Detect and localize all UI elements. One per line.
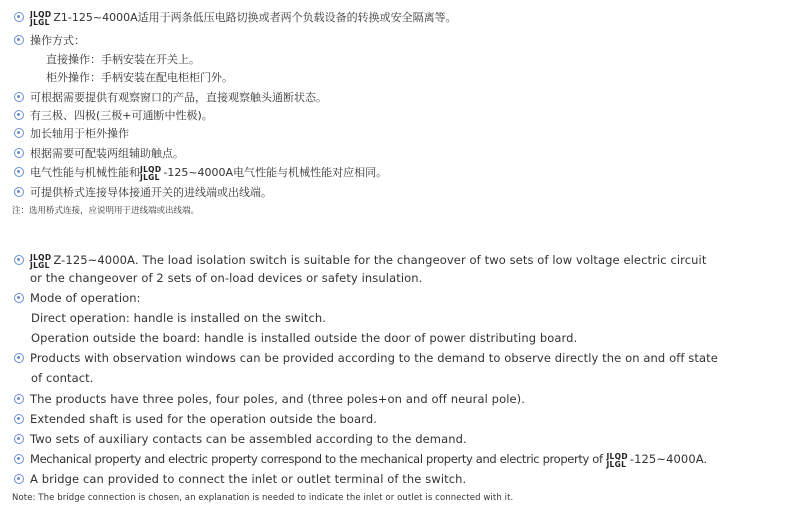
double-circle-bullet-icon xyxy=(14,187,24,197)
en-poles: The products have three poles, four poles, and (three poles+on and off neural pole). xyxy=(14,392,525,406)
model-code: JLQD JLGL xyxy=(606,452,628,469)
zh-note: 注：选用桥式连接，应说明用于进线端或出线端。 xyxy=(12,206,200,216)
double-circle-bullet-icon xyxy=(14,293,24,303)
zh-op-direct: 直接操作：手柄安装在开关上。 xyxy=(46,53,200,66)
double-circle-bullet-icon xyxy=(14,128,24,138)
en-mode: Mode of operation: xyxy=(14,291,141,305)
zh-op-outside: 柜外操作：手柄安装在配电柜柜门外。 xyxy=(46,71,233,84)
model-code: JLQD JLGL xyxy=(30,10,52,27)
zh-poles: 有三极、四极(三极+可通断中性极)。 xyxy=(14,109,213,123)
double-circle-bullet-icon xyxy=(14,394,24,404)
en-aux: Two sets of auxiliary contacts can be assembled according to the demand. xyxy=(14,432,467,446)
zh-aux: 根据需要可配装两组辅助触点。 xyxy=(14,147,184,161)
double-circle-bullet-icon xyxy=(14,110,24,120)
double-circle-bullet-icon xyxy=(14,35,24,45)
model-code: JLQD JLGL xyxy=(140,165,162,182)
en-intro-line: JLQD JLGL Z-125~4000A. The load isolation switch is suitable for the changeover of two sets of low voltage electric circuit xyxy=(14,253,706,267)
en-bridge: A bridge can provided to connect the inlet or outlet terminal of the switch. xyxy=(14,472,466,486)
en-direct: Direct operation: handle is installed on the switch. xyxy=(31,311,327,325)
zh-op-title: 操作方式： xyxy=(14,34,85,48)
en-mechanical: Mechanical property and electric property correspond to the mechanical property and electric property of JLQD JLGL -125~4000A. xyxy=(14,452,707,466)
zh-intro-line: JLQD JLGL Z1-125~4000A适用于两条低压电路切换或者两个负载设备的转换或安全隔离等。 xyxy=(14,11,457,25)
double-circle-bullet-icon xyxy=(14,12,24,22)
en-window: Products with observation windows can be provided according to the demand to observe directly the on and off state xyxy=(14,351,718,365)
en-shaft: Extended shaft is used for the operation outside the board. xyxy=(14,412,377,426)
double-circle-bullet-icon xyxy=(14,414,24,424)
en-outside: Operation outside the board: handle is installed outside the door of power distributing board. xyxy=(31,331,578,345)
double-circle-bullet-icon xyxy=(14,434,24,444)
zh-bridge: 可提供桥式连接导体接通开关的进线端或出线端。 xyxy=(14,186,272,200)
double-circle-bullet-icon xyxy=(14,255,24,265)
zh-performance: 电气性能与机械性能和 JLQD JLGL -125~4000A电气性能与机械性能对应相同。 xyxy=(14,166,387,180)
model-code: JLQD JLGL xyxy=(30,253,52,270)
double-circle-bullet-icon xyxy=(14,148,24,158)
double-circle-bullet-icon xyxy=(14,454,24,464)
double-circle-bullet-icon xyxy=(14,353,24,363)
en-intro-line-cont: or the changeover of 2 sets of on-load devices or safety insulation. xyxy=(30,271,423,285)
zh-shaft: 加长轴用于柜外操作 xyxy=(14,127,129,141)
zh-window: 可根据需要提供有观察窗口的产品，直接观察触头通断状态。 xyxy=(14,91,327,105)
en-window-cont: of contact. xyxy=(31,371,94,385)
double-circle-bullet-icon xyxy=(14,474,24,484)
en-note: Note: The bridge connection is chosen, an explanation is needed to indicate the inlet or outlet is connected with it. xyxy=(12,493,514,503)
double-circle-bullet-icon xyxy=(14,167,24,177)
double-circle-bullet-icon xyxy=(14,92,24,102)
